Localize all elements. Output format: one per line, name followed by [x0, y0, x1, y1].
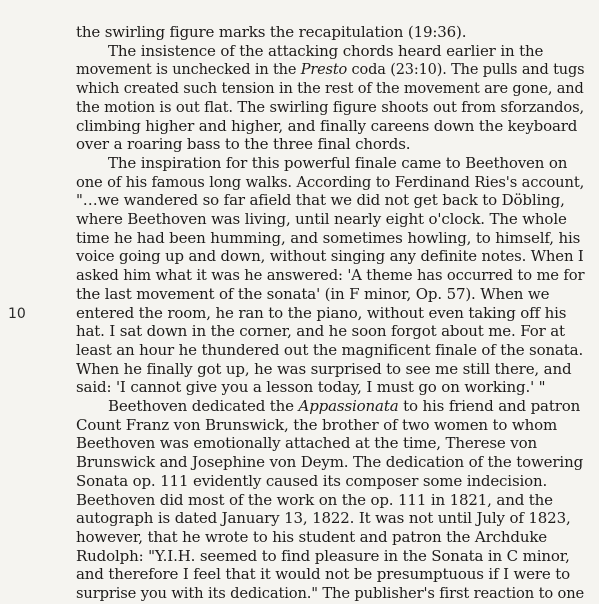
text-span: autograph is dated January 13, 1822. It was not until July of 1823, — [76, 509, 571, 528]
text-span: the last movement of the sonata' (in F minor, Op. 57). When we — [76, 284, 550, 303]
text-span: coda (23:10). The pulls and tugs — [347, 60, 585, 79]
text-span: Brunswick and Josephine von Deym. The dedication of the towering — [76, 453, 584, 472]
text-span: said: 'I cannot give you a lesson today, I must go on working.' " — [76, 378, 546, 397]
text-span: and therefore I feel that it would not be presumptuous if I were to — [76, 565, 571, 584]
text-span: movement is unchecked in the — [76, 60, 301, 79]
text-line — [76, 210, 567, 229]
text-line — [108, 397, 580, 416]
text-line — [76, 360, 571, 379]
text-span: the swirling figure marks the recapitulation (19:36). — [76, 23, 467, 41]
text-line — [76, 528, 547, 547]
text-line — [76, 304, 566, 323]
text-line — [76, 117, 577, 136]
text-line — [76, 434, 537, 453]
text-line — [108, 42, 543, 61]
text-span: The inspiration for this powerful finale came to Beethoven on — [108, 153, 568, 172]
text-span: over a roaring bass to the three final chords. — [76, 135, 411, 154]
text-span: When he finally got up, he was surprised to see me still there, and — [76, 359, 572, 378]
text-span: which created such tension in the rest of the movement are gone, and — [76, 79, 584, 98]
text-span: Count Franz von Brunswick, the brother of two women to whom — [76, 415, 558, 434]
text-line — [76, 322, 565, 341]
italic-title: Appassionata — [298, 397, 399, 415]
text-line — [76, 191, 565, 210]
text-span: Beethoven did most of the work on the op. 111 in 1821, and the — [76, 490, 553, 509]
text-span: least an hour he thundered out the magnificent finale of the sonata. — [76, 340, 584, 359]
text-line — [76, 229, 580, 248]
text-line — [76, 453, 583, 472]
text-line — [76, 60, 584, 79]
text-span: Rudolph: "Y.I.H. seemed to find pleasure in the Sonata in C minor, — [76, 546, 570, 565]
text-span: to his friend and patron — [398, 397, 581, 415]
text-span: asked him what it was he answered: 'A theme has occurred to me for — [76, 266, 585, 285]
text-line — [76, 416, 557, 435]
text-line — [76, 472, 547, 491]
text-span: time he had been humming, and sometimes howling, to himself, his — [76, 228, 581, 247]
text-line — [76, 98, 584, 117]
text-line — [76, 491, 553, 510]
text-span: "…we wandered so far afield that we did not get back to Döbling, — [76, 191, 565, 210]
text-line — [76, 266, 584, 285]
text-span: Beethoven was emotionally attached at the time, Therese von — [76, 434, 537, 453]
text-line — [76, 341, 583, 360]
text-span: surprise you with its dedication." The publisher's first reaction to one — [76, 584, 585, 602]
text-span: however, that he wrote to his student and patron the Archduke — [76, 527, 547, 546]
text-line — [76, 285, 549, 304]
text-span: hat. I sat down in the corner, and he soon forgot about me. For at — [76, 322, 565, 341]
text-line — [76, 378, 545, 397]
text-span: voice going up and down, without singing any definite notes. When I — [76, 247, 584, 266]
text-span: The insistence of the attacking chords heard earlier in the — [108, 41, 544, 60]
text-span: entered the room, he ran to the piano, without even taking off his — [76, 303, 567, 322]
text-line — [76, 247, 584, 266]
text-span: the motion is out flat. The swirling figure shoots out from sforzandos, — [76, 97, 585, 116]
text-line — [76, 23, 466, 42]
text-span: one of his famous long walks. According to Ferdinand Ries's account, — [76, 172, 585, 191]
text-line — [76, 565, 570, 584]
italic-title: Presto — [300, 60, 348, 79]
text-line — [76, 584, 584, 603]
text-line — [76, 79, 584, 98]
text-line — [76, 547, 570, 566]
text-span: climbing higher and higher, and finally careens down the keyboard — [76, 116, 578, 135]
text-span: where Beethoven was living, until nearly eight o'clock. The whole — [76, 210, 567, 228]
text-span: Beethoven dedicated the — [108, 397, 299, 415]
page-marker: 10 — [8, 306, 26, 322]
text-line — [76, 173, 584, 192]
text-line — [76, 135, 410, 154]
text-span: Sonata op. 111 evidently caused its composer some indecision. — [76, 471, 548, 490]
text-line — [76, 509, 571, 528]
text-line — [108, 154, 567, 173]
